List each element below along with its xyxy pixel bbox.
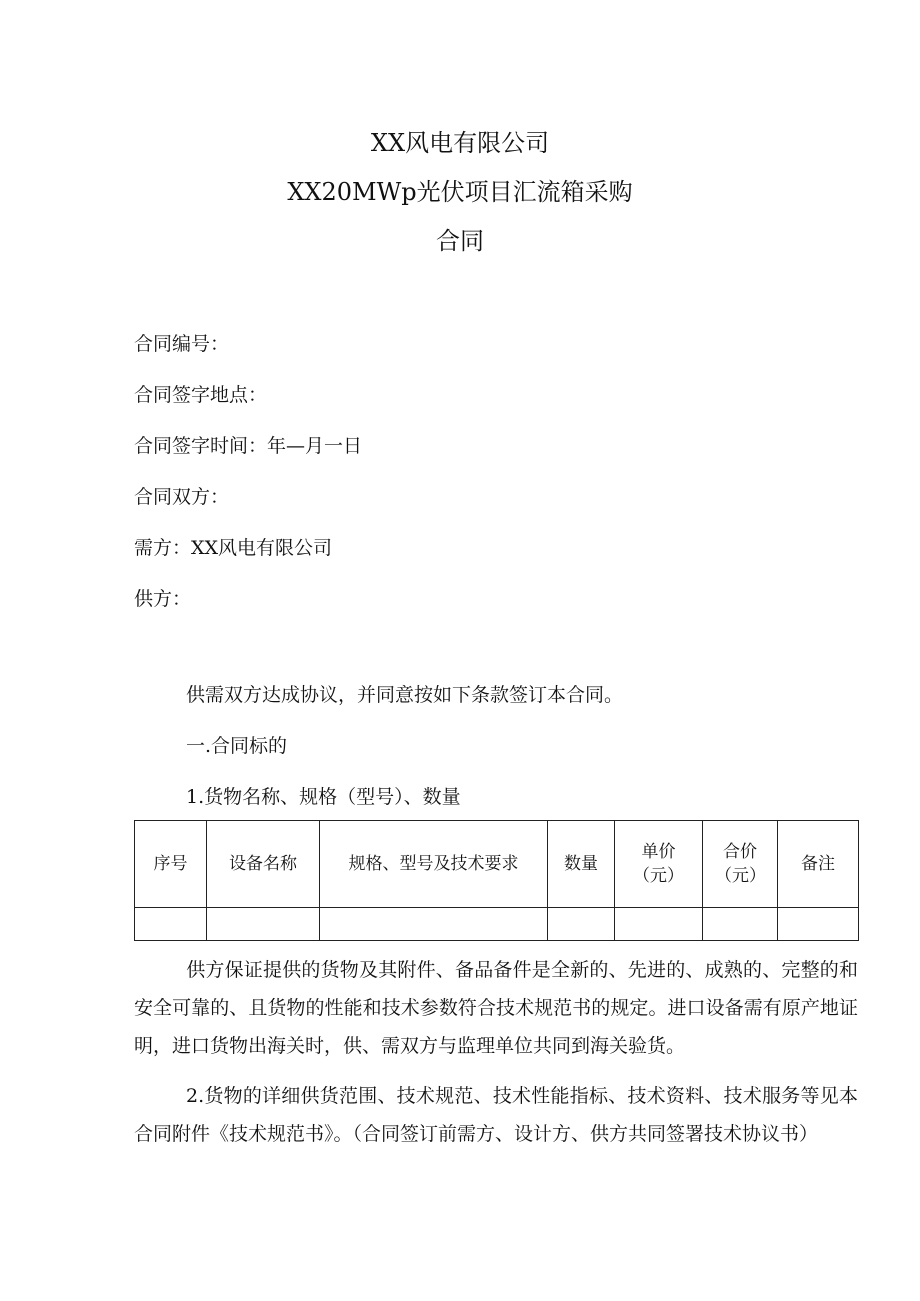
warranty-paragraph-text: 供方保证提供的货物及其附件、备品备件是全新的、先进的、成熟的、完整的和安全可靠的、且货物的性能和技术参数符合技术规范书的规定。进口设备需有原产地证明，进口货物出海关时，供、需双方与监理单位共同到海关验货。	[134, 959, 858, 1057]
supplier-line: 供方：	[134, 588, 192, 610]
agreement-statement: 供需双方达成协议，并同意按如下条款签订本合同。	[186, 684, 624, 706]
sign-place-line: 合同签字地点：	[134, 384, 268, 406]
table-cell	[703, 908, 778, 941]
scope-paragraph	[134, 1077, 858, 1153]
section-heading-contract-subject: 一.合同标的	[186, 735, 288, 757]
table-cell	[135, 908, 207, 941]
table-row	[135, 908, 859, 941]
item-heading-goods: 1.货物名称、规格（型号）、数量	[186, 786, 461, 808]
goods-table	[134, 820, 859, 941]
table-cell	[207, 908, 320, 941]
scope-paragraph-text: 2.货物的详细供货范围、技术规范、技术性能指标、技术资料、技术服务等见本合同附件《技术规范书》。（合同签订前需方、设计方、供方共同签署技术协议书）	[134, 1085, 858, 1145]
contract-number-line: 合同编号：	[134, 333, 230, 355]
warranty-paragraph	[134, 951, 858, 1065]
document-type-title: 合同	[436, 227, 484, 255]
sign-time-line: 合同签字时间：年—月一日	[134, 435, 363, 457]
project-title: XX20MWp光伏项目汇流箱采购	[287, 178, 633, 206]
parties-line: 合同双方：	[134, 486, 230, 508]
company-title: XX风电有限公司	[370, 129, 550, 157]
table-cell	[778, 908, 859, 941]
table-header-cell: 序号	[135, 821, 207, 908]
table-cell	[548, 908, 615, 941]
table-cell	[615, 908, 703, 941]
table-header-cell: 备注	[778, 821, 859, 908]
table-header-cell: 合价（元）	[703, 821, 778, 908]
table-header-cell: 数量	[548, 821, 615, 908]
table-header-cell: 单价（元）	[615, 821, 703, 908]
table-header-row	[135, 821, 859, 908]
table-header-cell: 规格、型号及技术要求	[320, 821, 548, 908]
buyer-line: 需方：XX风电有限公司	[134, 537, 333, 559]
table-cell	[320, 908, 548, 941]
table-header-cell: 设备名称	[207, 821, 320, 908]
